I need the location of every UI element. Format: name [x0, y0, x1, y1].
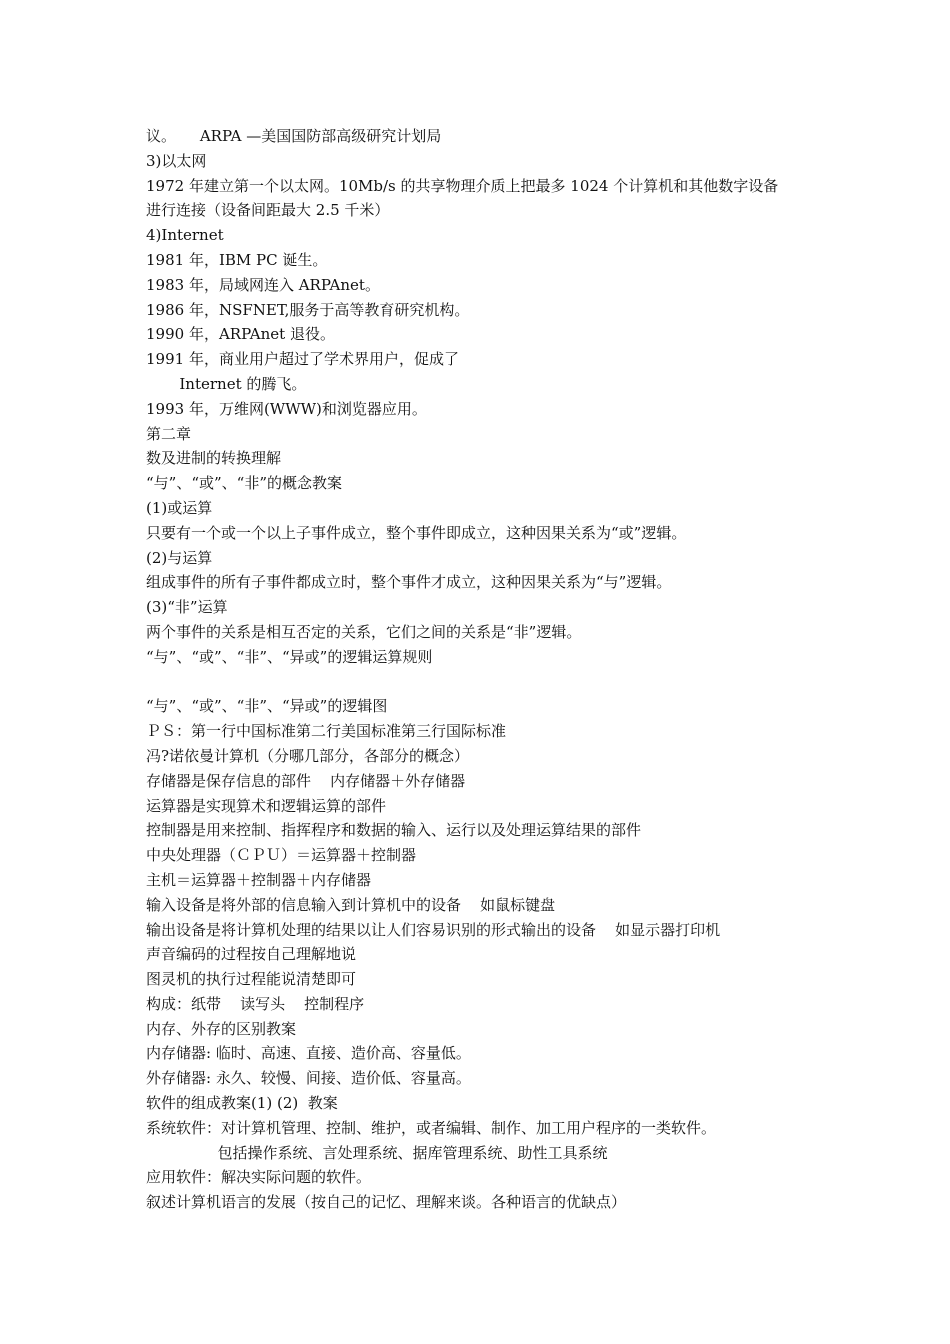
text-line: 两个事件的关系是相互否定的关系，它们之间的关系是“非”逻辑。 [146, 622, 582, 641]
text-line: “与”、“或”、“非”的概念教案 [146, 474, 343, 493]
text-line: 包括操作系统、言处理系统、据库管理系统、助性工具系统 [146, 1143, 608, 1162]
text-line: 1993 年，万维网(WWW)和浏览器应用。 [146, 399, 427, 418]
text-line: Internet 的腾飞。 [146, 374, 307, 393]
document-body [146, 124, 846, 1215]
text-line: 组成事件的所有子事件都成立时，整个事件才成立，这种因果关系为“与”逻辑。 [146, 573, 672, 592]
text-line: 1991 年，商业用户超过了学术界用户，促成了 [146, 350, 459, 369]
text-line: 中央处理器（ＣＰＵ）＝运算器＋控制器 [146, 846, 417, 865]
text-line: 内存、外存的区别教案 [146, 1019, 297, 1038]
text-line: 只要有一个或一个以上子事件成立，整个事件即成立，这种因果关系为“或”逻辑。 [146, 523, 687, 542]
text-line: 1986 年，NSFNET,服务于高等教育研究机构。 [146, 300, 470, 319]
text-line: 系统软件：对计算机管理、控制、维护，或者编辑、制作、加工用户程序的一类软件。 [146, 1118, 717, 1137]
text-line: (2)与运算 [146, 548, 213, 567]
text-line: 运算器是实现算术和逻辑运算的部件 [146, 796, 387, 815]
text-line: 冯?诺依曼计算机（分哪几部分，各部分的概念） [146, 746, 470, 765]
text-line: 1972 年建立第一个以太网。10Mb/s 的共享物理介质上把最多 1024 个计算机和其他数字设备 [146, 176, 779, 195]
text-line: “与”、“或”、“非”、“异或”的逻辑图 [146, 697, 388, 716]
chapter-heading: 第二章 [146, 424, 192, 443]
text-line: 1990 年，ARPAnet 退役。 [146, 325, 335, 344]
text-line: 声音编码的过程按自己理解地说 [146, 945, 357, 964]
blank-line [146, 670, 846, 695]
text-line: 软件的组成教案(1) (2) 教案 [146, 1094, 338, 1113]
text-line: 3)以太网 [146, 151, 207, 170]
text-line: 构成：纸带 读写头 控制程序 [146, 994, 365, 1013]
text-line: 1981 年，IBM PC 诞生。 [146, 250, 328, 269]
text-line: 应用软件：解决实际问题的软件。 [146, 1168, 372, 1187]
text-line: (3)“非”运算 [146, 598, 228, 617]
text-line: 数及进制的转换理解 [146, 449, 282, 468]
text-line: 主机＝运算器＋控制器＋内存储器 [146, 870, 372, 889]
text-line: ＰＳ：第一行中国标准第二行美国标准第三行国际标准 [146, 722, 507, 741]
text-line: 控制器是用来控制、指挥程序和数据的输入、运行以及处理运算结果的部件 [146, 821, 642, 840]
text-line: 叙述计算机语言的发展（按自己的记忆、理解来谈。各种语言的优缺点） [146, 1193, 627, 1212]
text-line: 内存储器: 临时、高速、直接、造价高、容量低。 [146, 1044, 471, 1063]
text-line: 存储器是保存信息的部件 内存储器＋外存储器 [146, 771, 466, 790]
text-line: 外存储器: 永久、较慢、间接、造价低、容量高。 [146, 1069, 471, 1088]
text-line: 1983 年，局域网连入 ARPAnet。 [146, 275, 380, 294]
text-line: “与”、“或”、“非”、“异或”的逻辑运算规则 [146, 647, 433, 666]
text-line: 图灵机的执行过程能说清楚即可 [146, 970, 357, 989]
text-line: 议。 ARPA —美国国防部高级研究计划局 [146, 127, 442, 145]
text-line: 进行连接（设备间距最大 2.5 千米） [146, 201, 390, 220]
text-line: (1)或运算 [146, 498, 213, 517]
text-line: 输出设备是将计算机处理的结果以让人们容易识别的形式输出的设备 如显示器打印机 [146, 920, 721, 939]
text-line: 输入设备是将外部的信息输入到计算机中的设备 如鼠标键盘 [146, 895, 556, 914]
text-line: 4)Internet [146, 226, 224, 245]
